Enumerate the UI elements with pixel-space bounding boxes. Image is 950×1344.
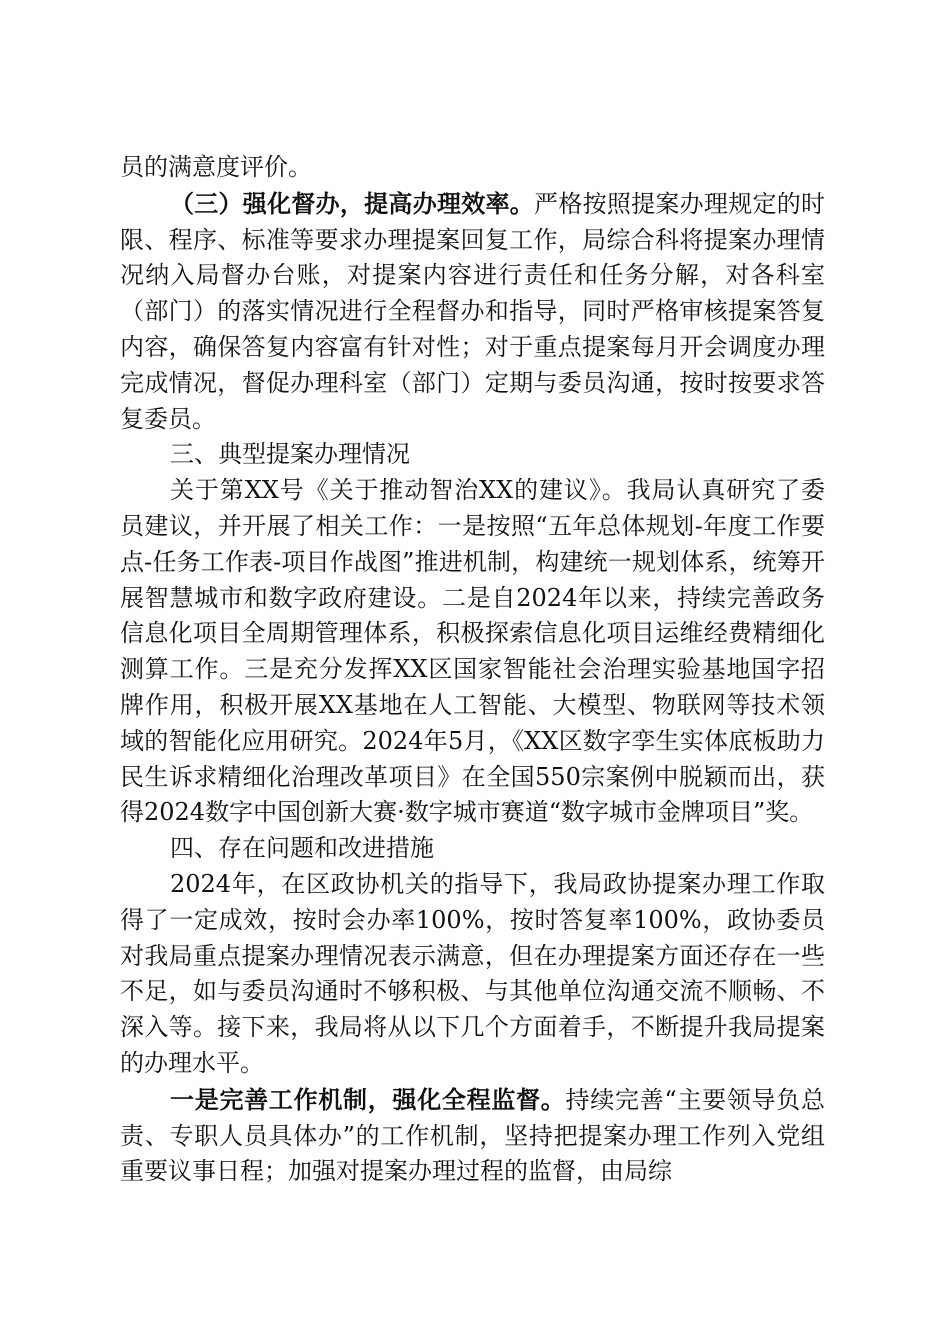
paragraph-continuation: 员的满意度评价。 [120, 153, 312, 181]
paragraph-text: 严格按照提案办理规定的时限、程序、标准等要求办理提案回复工作，局综合科将提案办理情况纳入局督办台账，对提案内容进行责任和任务分解，对各科室（部门）的落实情况进行全程督办和指导，同时严格审核提案答复内容，确保答复内容富有针对性；对于重点提案每月开会调度办理完成情况，督促办理科室（部门）定期与委员沟通，按时按要求答复委员。 [120, 189, 826, 433]
paragraph-typical-proposal: 关于第XX号《关于推动智治XX的建议》。我局认真研究了委员建议，并开展了相关工作：一是按照“五年总体规划-年度工作要点-任务工作表-项目作战图”推进机制，构建统一规划体系，统筹开展智慧城市和数字政府建设。二是自2024年以来，持续完善政务信息化项目全周期管理体系，积极探索信息化项目运维经费精细化测算工作。三是充分发挥XX区国家智能社会治理实验基地国字招牌作用，积极开展XX基地在人工智能、大模型、物联网等技术领域的智能化应用研究。2024年5月，《XX区数字孪生实体底板助力民生诉求精细化治理改革项目》在全国550宗案例中脱颖而出，获得2024数字中国创新大赛·数字城市赛道“数字城市金牌项目”奖。 [120, 476, 825, 827]
document-body [120, 150, 825, 1190]
section-heading-3: 三、典型提案办理情况 [170, 440, 410, 469]
paragraph-supervision [120, 186, 825, 438]
paragraph-problems: 2024年，在区政协机关的指导下，我局政协提案办理工作取得了一定成效，按时会办率100%，按时答复率100%，政协委员对我局重点提案办理情况表示满意，但在办理提案方面还存在一些不足，如与委员沟通时不够积极、与其他单位沟通交流不顺畅、不深入等。接下来，我局将从以下几个方面着手，不断提升我局提案的办理水平。 [120, 869, 825, 1077]
section-heading-4: 四、存在问题和改进措施 [170, 834, 434, 863]
paragraph-text: 持续完善“主要领导负总责、专职人员具体办”的工作机制，坚持把提案办理工作列入党组重要议事日程；加强对提案办理过程的监督，由局综 [120, 1085, 825, 1186]
paragraph-measure-1 [120, 1082, 825, 1190]
paragraph-lead-heading: （三）强化督办，提高办理效率。 [170, 188, 535, 218]
paragraph-lead-heading: 一是完善工作机制，强化全程监督。 [170, 1084, 566, 1114]
